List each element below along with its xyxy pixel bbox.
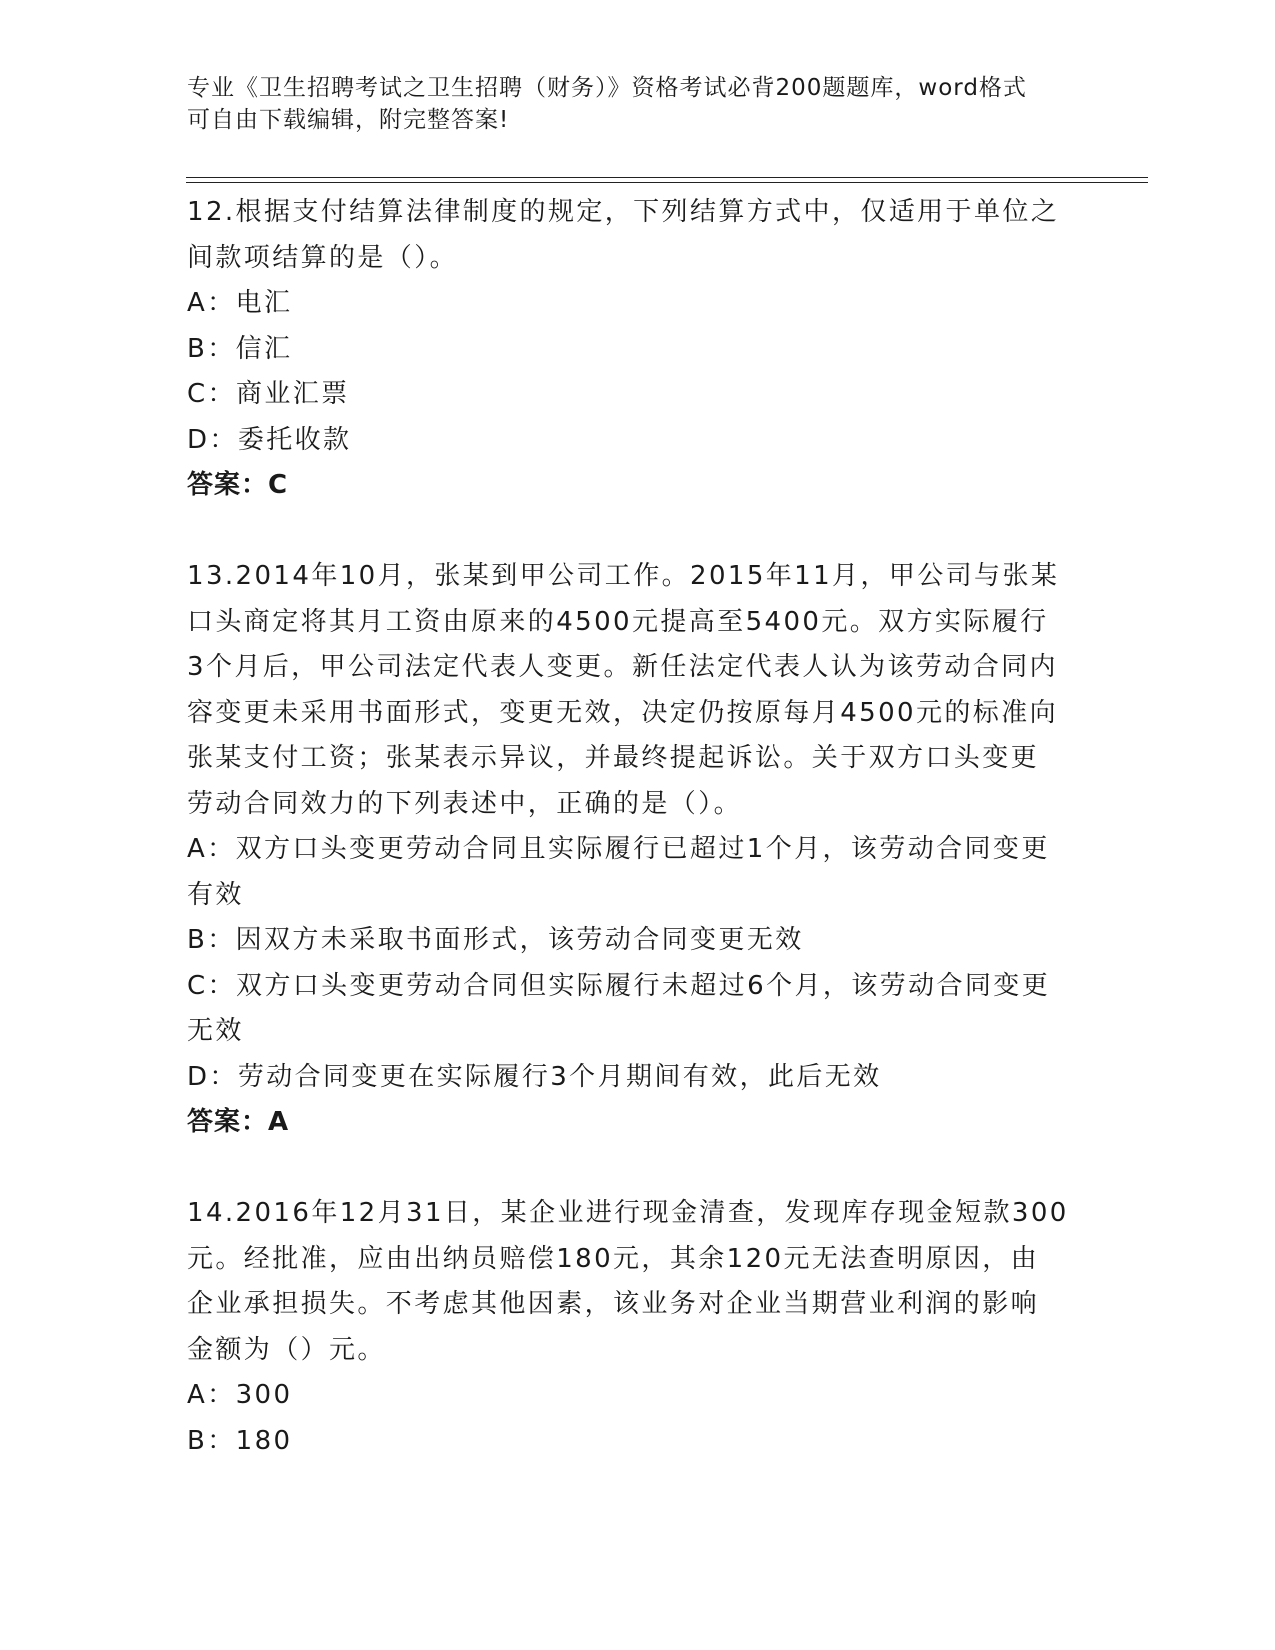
option-b: B：因双方未采取书面形式，该劳动合同变更无效 xyxy=(187,925,804,955)
question-text-line: 元。经批准，应由出纳员赔偿180元，其余120元无法查明原因，由 xyxy=(187,1243,1040,1274)
question-text-line: 3个月后，甲公司法定代表人变更。新任法定代表人认为该劳动合同内 xyxy=(187,652,1058,682)
question-text-line: 13.2014年10月，张某到甲公司工作。2015年11月，甲公司与张某 xyxy=(187,561,1060,591)
answer-label: 答案：C xyxy=(187,470,289,500)
question-list xyxy=(187,190,1087,1464)
option-c: C：商业汇票 xyxy=(187,379,350,409)
header-divider-top xyxy=(186,177,1148,178)
option-a: A：双方口头变更劳动合同且实际履行已超过1个月，该劳动合同变更 xyxy=(187,834,1050,864)
option-d: D：劳动合同变更在实际履行3个月期间有效，此后无效 xyxy=(187,1061,882,1092)
question-14 xyxy=(187,1191,1087,1464)
header-title-line-2: 可自由下载编辑，附完整答案! xyxy=(187,107,510,133)
question-text-line: 张某支付工资；张某表示异议，并最终提起诉讼。关于双方口头变更 xyxy=(187,743,1040,773)
answer-label: 答案：A xyxy=(187,1107,290,1137)
option-c: C：双方口头变更劳动合同但实际履行未超过6个月，该劳动合同变更 xyxy=(187,970,1051,1001)
question-text-line: 容变更未采用书面形式，变更无效，决定仍按原每月4500元的标准向 xyxy=(187,697,1058,728)
question-text-line: 12.根据支付结算法律制度的规定，下列结算方式中，仅适用于单位之 xyxy=(187,197,1060,227)
question-spacer xyxy=(187,509,1087,555)
question-12 xyxy=(187,190,1087,509)
question-13 xyxy=(187,554,1087,1146)
question-text-line: 口头商定将其月工资由原来的4500元提高至5400元。双方实际履行 xyxy=(187,606,1049,637)
question-text-line: 14.2016年12月31日，某企业进行现金清查，发现库存现金短款300 xyxy=(187,1198,1069,1228)
option-b: B：信汇 xyxy=(187,333,293,364)
question-text-line: 金额为（）元。 xyxy=(187,1334,386,1365)
option-b: B：180 xyxy=(187,1425,293,1456)
option-a: A：电汇 xyxy=(187,288,293,318)
option-c-continued: 无效 xyxy=(187,1016,244,1046)
question-text-line: 间款项结算的是（）。 xyxy=(187,242,459,273)
option-a: A：300 xyxy=(187,1380,293,1410)
question-spacer xyxy=(187,1146,1087,1192)
header-divider-bottom xyxy=(186,182,1148,183)
question-text-line: 劳动合同效力的下列表述中，正确的是（）。 xyxy=(187,788,743,819)
option-d: D：委托收款 xyxy=(187,424,352,455)
document-header xyxy=(187,72,1067,136)
question-text-line: 企业承担损失。不考虑其他因素，该业务对企业当期营业利润的影响 xyxy=(187,1289,1040,1319)
option-a-continued: 有效 xyxy=(187,879,244,910)
header-title-line-1: 专业《卫生招聘考试之卫生招聘（财务）》资格考试必背200题题库，word格式 xyxy=(187,75,1027,101)
